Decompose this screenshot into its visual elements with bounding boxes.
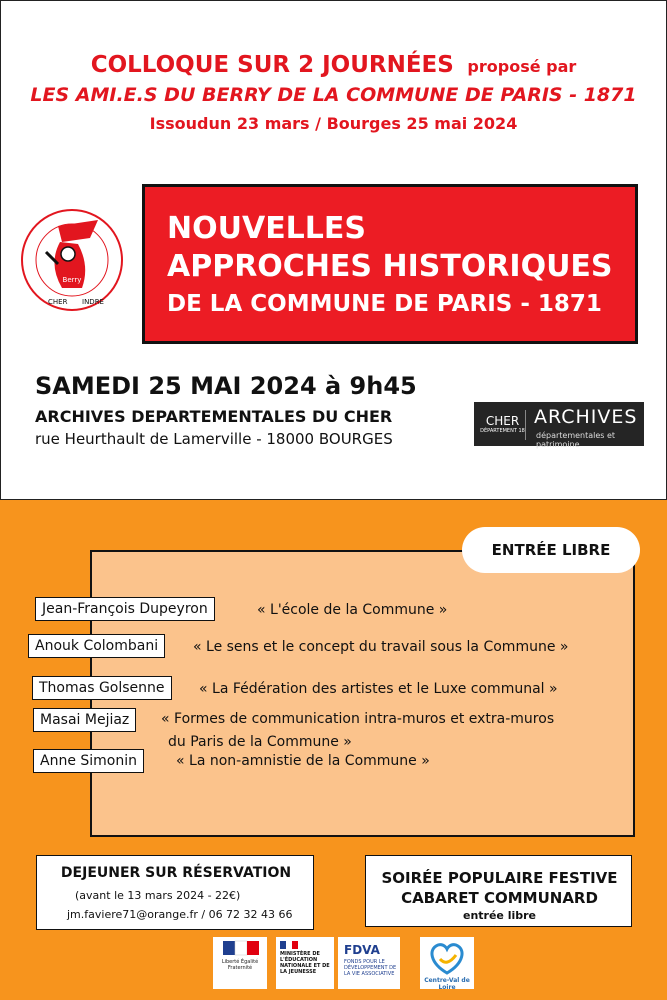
archives-cher-mark <box>480 410 526 440</box>
title-line-3: DE LA COMMUNE DE PARIS - 1871 <box>167 291 602 317</box>
association-logo <box>18 206 126 314</box>
soiree-line-3: entrée libre <box>462 909 537 922</box>
event-address: rue Heurthault de Lamerville - 18000 BOURGES <box>35 430 393 448</box>
archives-cher-sub: DÉPARTEMENT 18 <box>480 428 525 434</box>
header-line-1 <box>0 52 667 78</box>
archives-subtitle: départementales et patrimoine <box>536 431 616 449</box>
talk-title: « Le sens et le concept du travail sous la Commune » <box>193 639 569 655</box>
header-organizer: LES AMI.E.S DU BERRY DE LA COMMUNE DE PARIS - 1871 <box>30 84 637 106</box>
header-propose-par: proposé par <box>467 57 577 76</box>
republique-text: Liberté Égalité Fraternité <box>221 959 259 971</box>
header-colloque: COLLOQUE SUR 2 JOURNÉES <box>90 52 454 78</box>
ministere-text: MINISTÈRE DE L'ÉDUCATION NATIONALE ET DE LA JEUNESSE <box>280 951 330 975</box>
fdva-subtitle: FONDS POUR LE DÉVELOPPEMENT DE LA VIE ASSOCIATIVE <box>344 959 397 977</box>
fdva-logo <box>338 937 400 989</box>
talk-title: « La non-amnistie de la Commune » <box>176 753 430 769</box>
soiree-line-2: CABARET COMMUNARD <box>401 889 598 907</box>
dejeuner-title: DEJEUNER SUR RÉSERVATION <box>60 865 292 881</box>
event-date: SAMEDI 25 MAI 2024 à 9h45 <box>35 372 417 400</box>
logo-cher-text: CHER <box>48 298 68 306</box>
talk-title: « La Fédération des artistes et le Luxe communal » <box>199 681 558 697</box>
archives-cher-text: CHER <box>485 414 520 428</box>
header-dates: Issoudun 23 mars / Bourges 25 mai 2024 <box>149 114 518 133</box>
logo-indre-text: INDRE <box>82 298 104 306</box>
talk-title: « Formes de communication intra-muros et extra-muros <box>161 711 555 727</box>
speaker-name: Anouk Colombani <box>28 634 165 658</box>
ministere-logo <box>276 937 334 989</box>
heart-icon <box>420 937 474 977</box>
fdva-title: FDVA <box>344 943 380 957</box>
title-line-1: NOUVELLES <box>167 211 367 246</box>
archives-title: ARCHIVES <box>534 406 638 428</box>
archives-logo <box>474 402 644 449</box>
republique-logo <box>213 937 267 989</box>
title-box <box>142 184 638 344</box>
dejeuner-contact: jm.faviere71@orange.fr / 06 72 32 43 66 <box>67 908 293 921</box>
speaker-name: Anne Simonin <box>33 749 144 773</box>
talk-title: « L'école de la Commune » <box>257 602 448 618</box>
soiree-line-1: SOIRÉE POPULAIRE FESTIVE <box>381 869 618 887</box>
speaker-name: Masai Mejiaz <box>33 708 136 732</box>
dejeuner-box <box>36 855 314 930</box>
entree-libre-badge: ENTRÉE LIBRE <box>462 527 640 573</box>
region-text: Centre-Val de Loire <box>424 977 470 991</box>
dejeuner-details: (avant le 13 mars 2024 - 22€) <box>75 889 241 902</box>
logo-center-text: Berry <box>62 276 82 284</box>
region-logo <box>420 937 474 989</box>
speaker-name: Jean-François Dupeyron <box>35 597 215 621</box>
soiree-box <box>365 855 632 927</box>
flag-icon <box>280 941 298 949</box>
talk-title-continued: du Paris de la Commune » <box>168 734 352 750</box>
speaker-name: Thomas Golsenne <box>32 676 172 700</box>
event-venue: ARCHIVES DEPARTEMENTALES DU CHER <box>35 407 393 426</box>
title-line-2: APPROCHES HISTORIQUES <box>167 249 613 284</box>
